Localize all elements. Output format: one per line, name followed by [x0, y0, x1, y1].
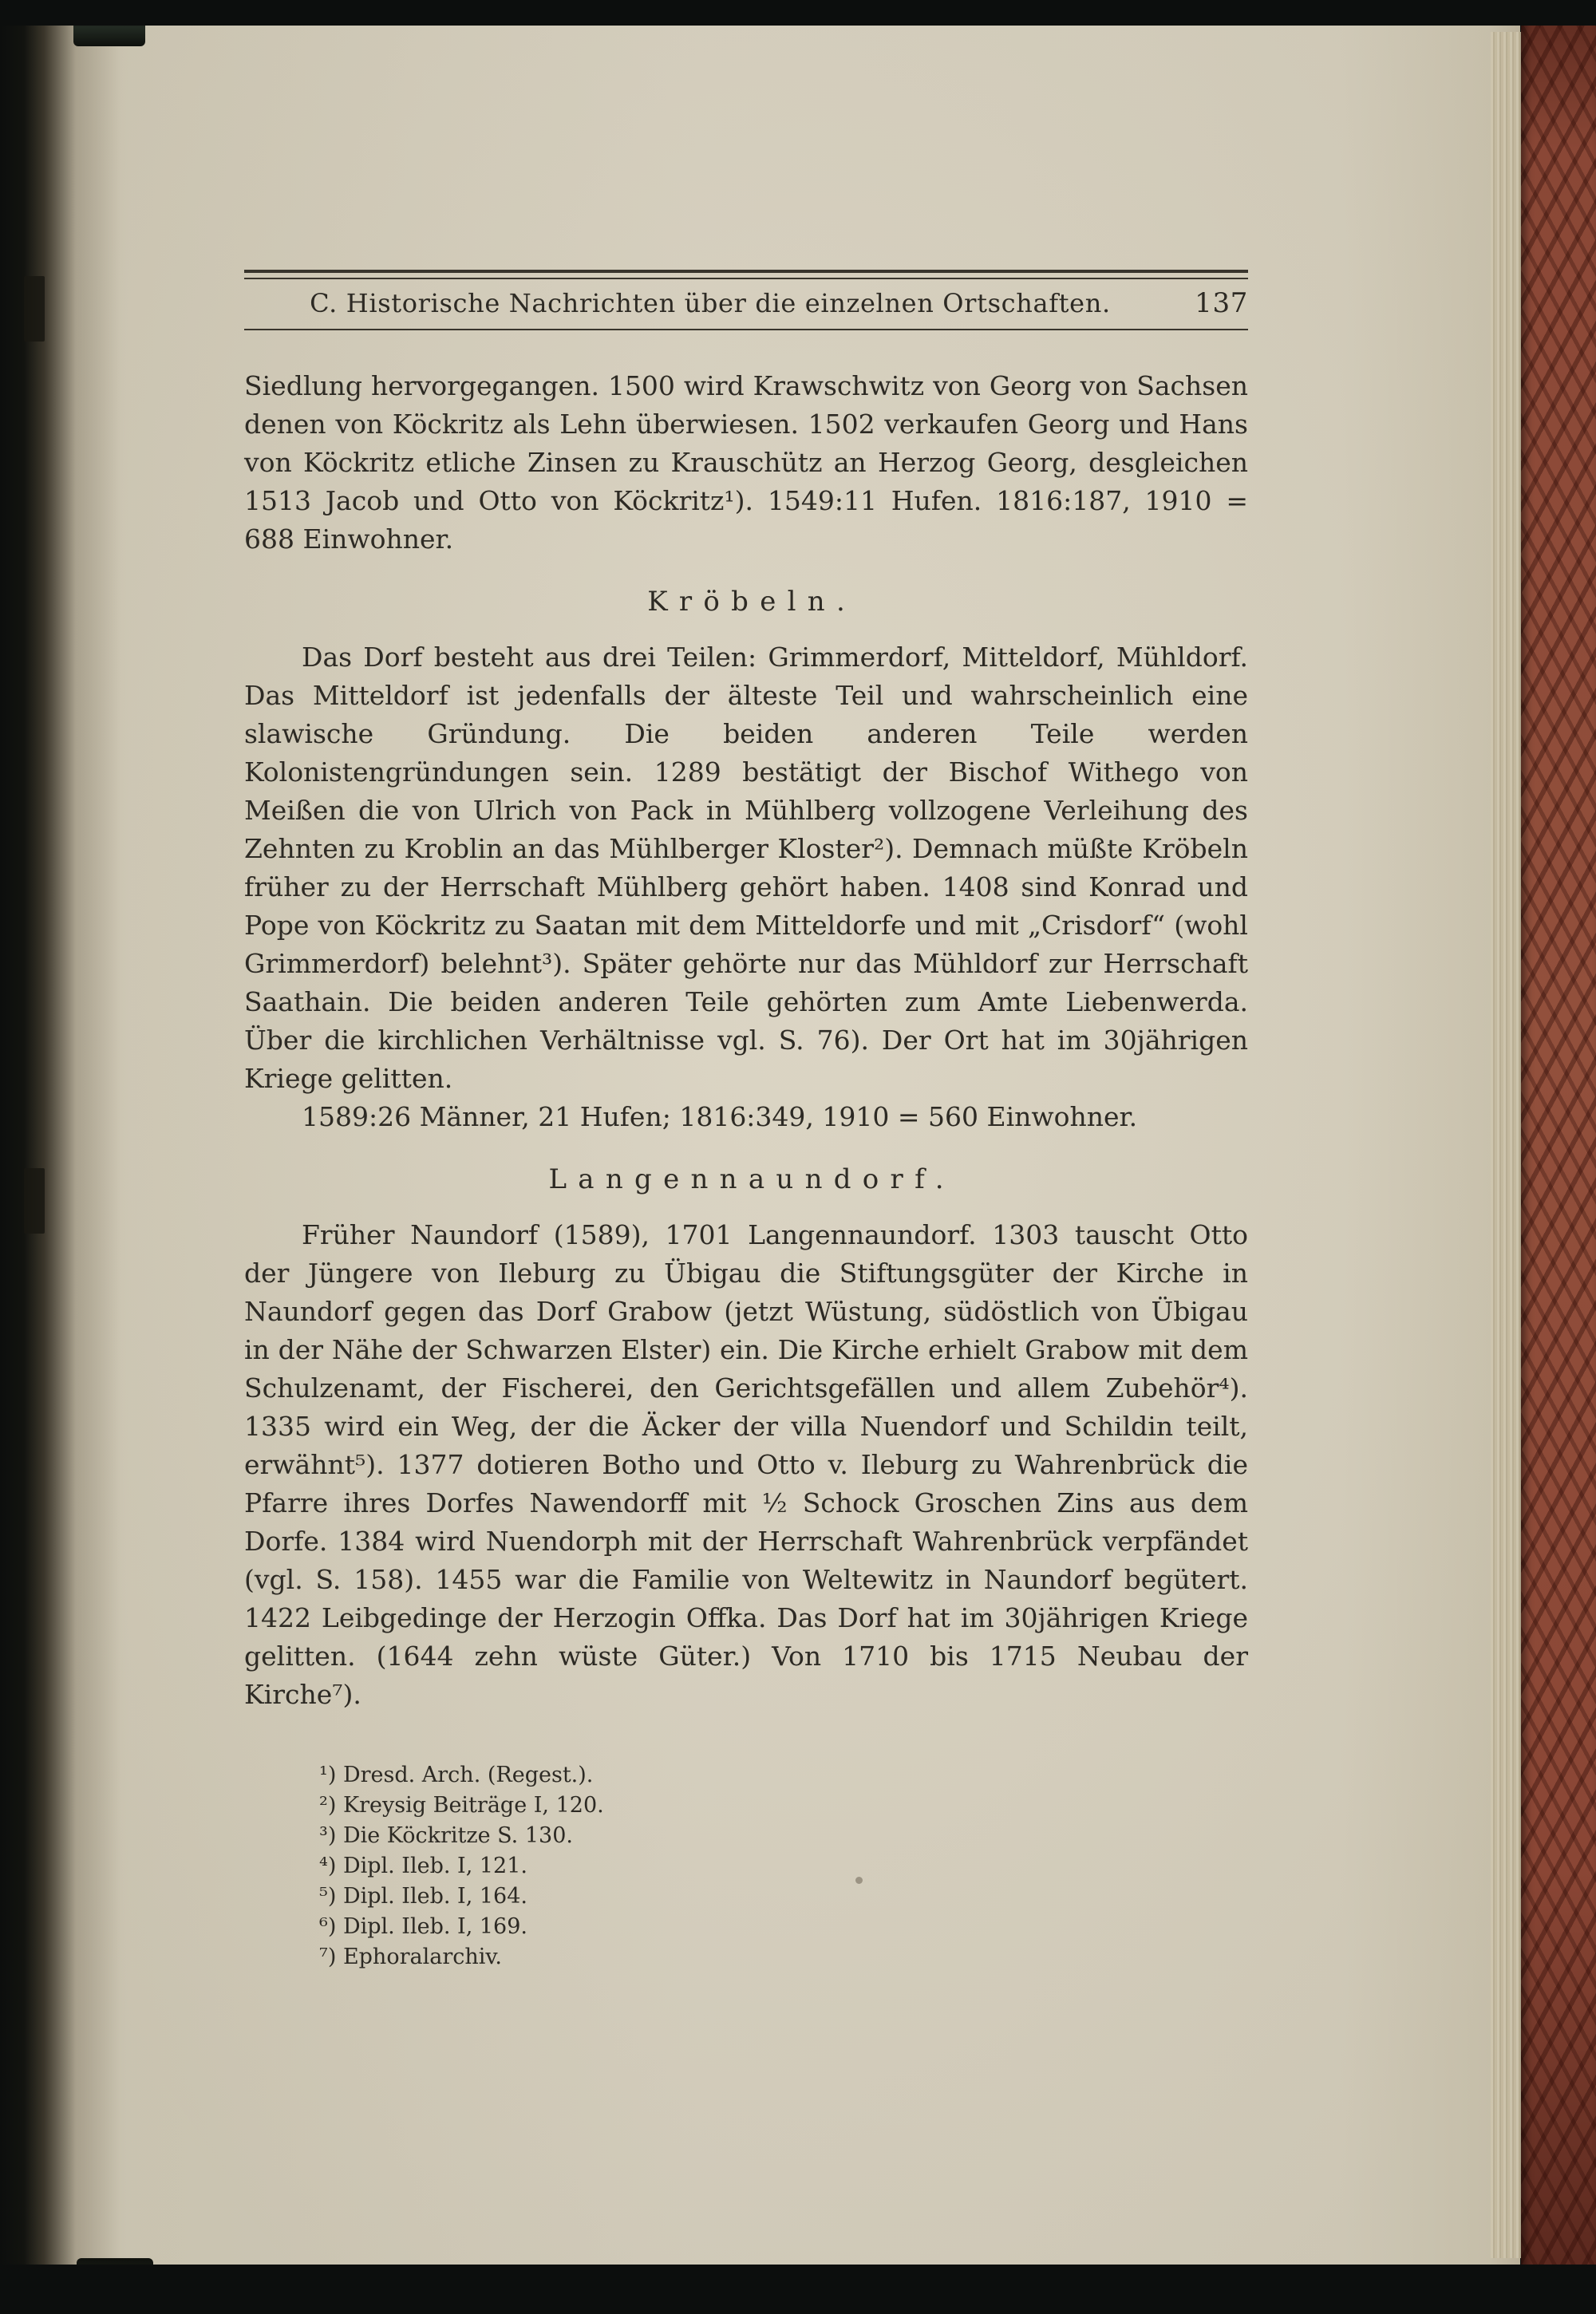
page-edge-mark	[24, 1168, 45, 1234]
footnote-5: ⁵) Dipl. Ileb. I, 164.	[319, 1884, 527, 1909]
scan-border-top	[0, 0, 1596, 26]
footnote-4: ⁴) Dipl. Ileb. I, 121.	[319, 1854, 527, 1878]
printed-text-block	[244, 270, 1248, 1972]
footnote-3: ³) Die Köckritze S. 130.	[319, 1823, 573, 1848]
section-heading-kroebeln: Kröbeln.	[647, 586, 857, 618]
page-edge-mark	[24, 276, 45, 342]
stacked-page-edges	[1491, 32, 1523, 2258]
header-rule-double	[244, 270, 1248, 279]
stats-paragraph: 1589:26 Männer, 21 Hufen; 1816:349, 1910 = 560 Einwohner.	[302, 1101, 1138, 1132]
paper-speck	[855, 1877, 863, 1884]
footnote-2: ²) Kreysig Beiträge I, 120.	[319, 1793, 604, 1818]
section-paragraph: Früher Naundorf (1589), 1701 Langennaundorf. 1303 tauscht Otto der Jüngere von Ileburg zu Übigau die Stiftungsgüter der Kirche in Naundorf gegen das Dorf Grabow (jetzt Wüstung, südöstlich von Übigau in der Nähe der Schwarzen Elster) ein. Die Kirche erhielt Grabow mit dem Schulzenamt, der Fischerei, den Gerichtsgefällen und allem Zubehör⁴). 1335 wird ein Weg, der die Äcker der villa Nuendorf und Schildin teilt, erwähnt⁵). 1377 dotieren Botho und Otto v. Ileburg zu Wahrenbrück die Pfarre ihres Dorfes Nawendorff mit ½ Schock Groschen Zins aus dem Dorfe. 1384 wird Nuendorph mit der Herrschaft Wahrenbrück verpfändet (vgl. S. 158). 1455 war die Familie von Weltewitz in Naundorf begütert. 1422 Leibgedinge der Herzogin Offka. Das Dorf hat im 30jährigen Kriege gelitten. (1644 zehn wüste Güter.) Von 1710 bis 1715 Neubau der Kirche⁷).	[244, 1219, 1248, 1710]
running-header-title: C. Historische Nachrichten über die einzelnen Ortschaften.	[310, 288, 1111, 318]
section-paragraph: Das Dorf besteht aus drei Teilen: Grimmerdorf, Mitteldorf, Mühldorf. Das Mitteldorf ist jedenfalls der älteste Teil und wahrscheinlich eine slawische Gründung. Die beiden anderen Teile werden Kolonistengründungen sein. 1289 bestätigt der Bischof Withego von Meißen die von Ulrich von Pack in Mühlberg vollzogene Verleihung des Zehnten zu Kroblin an das Mühlberger Kloster²). Demnach müßte Kröbeln früher zu der Herrschaft Mühlberg gehört haben. 1408 sind Konrad und Pope von Köckritz zu Saatan mit dem Mitteldorfe und mit „Crisdorf“ (wohl Grimmerdorf) belehnt³). Später gehörte nur das Mühldorf zur Herrschaft Saathain. Die beiden anderen Teile gehörten zum Amte Liebenwerda. Über die kirchlichen Verhältnisse vgl. S. 76). Der Ort hat im 30jährigen Kriege gelitten.	[244, 642, 1248, 1094]
footnote-1: ¹) Dresd. Arch. (Regest.).	[319, 1763, 594, 1787]
page-number: 137	[1195, 287, 1248, 319]
scan-border-bottom	[0, 2265, 1596, 2314]
footnote-7: ⁷) Ephoralarchiv.	[319, 1945, 502, 1969]
book-cover-marbled	[1521, 13, 1596, 2277]
header-rule-single	[244, 329, 1248, 330]
footnote-6: ⁶) Dipl. Ileb. I, 169.	[319, 1914, 527, 1939]
running-header	[244, 287, 1248, 319]
section-heading-langennaundorf: Langennaundorf.	[548, 1163, 955, 1195]
footnotes-block	[319, 1760, 1248, 1972]
intro-paragraph: Siedlung hervorgegangen. 1500 wird Krawschwitz von Georg von Sachsen denen von Köckritz als Lehn überwiesen. 1502 verkaufen Georg und Hans von Köckritz etliche Zinsen zu Krauschütz an Herzog Georg, desgleichen 1513 Jacob und Otto von Köckritz¹). 1549:11 Hufen. 1816:187, 1910 = 688 Einwohner.	[244, 370, 1248, 555]
